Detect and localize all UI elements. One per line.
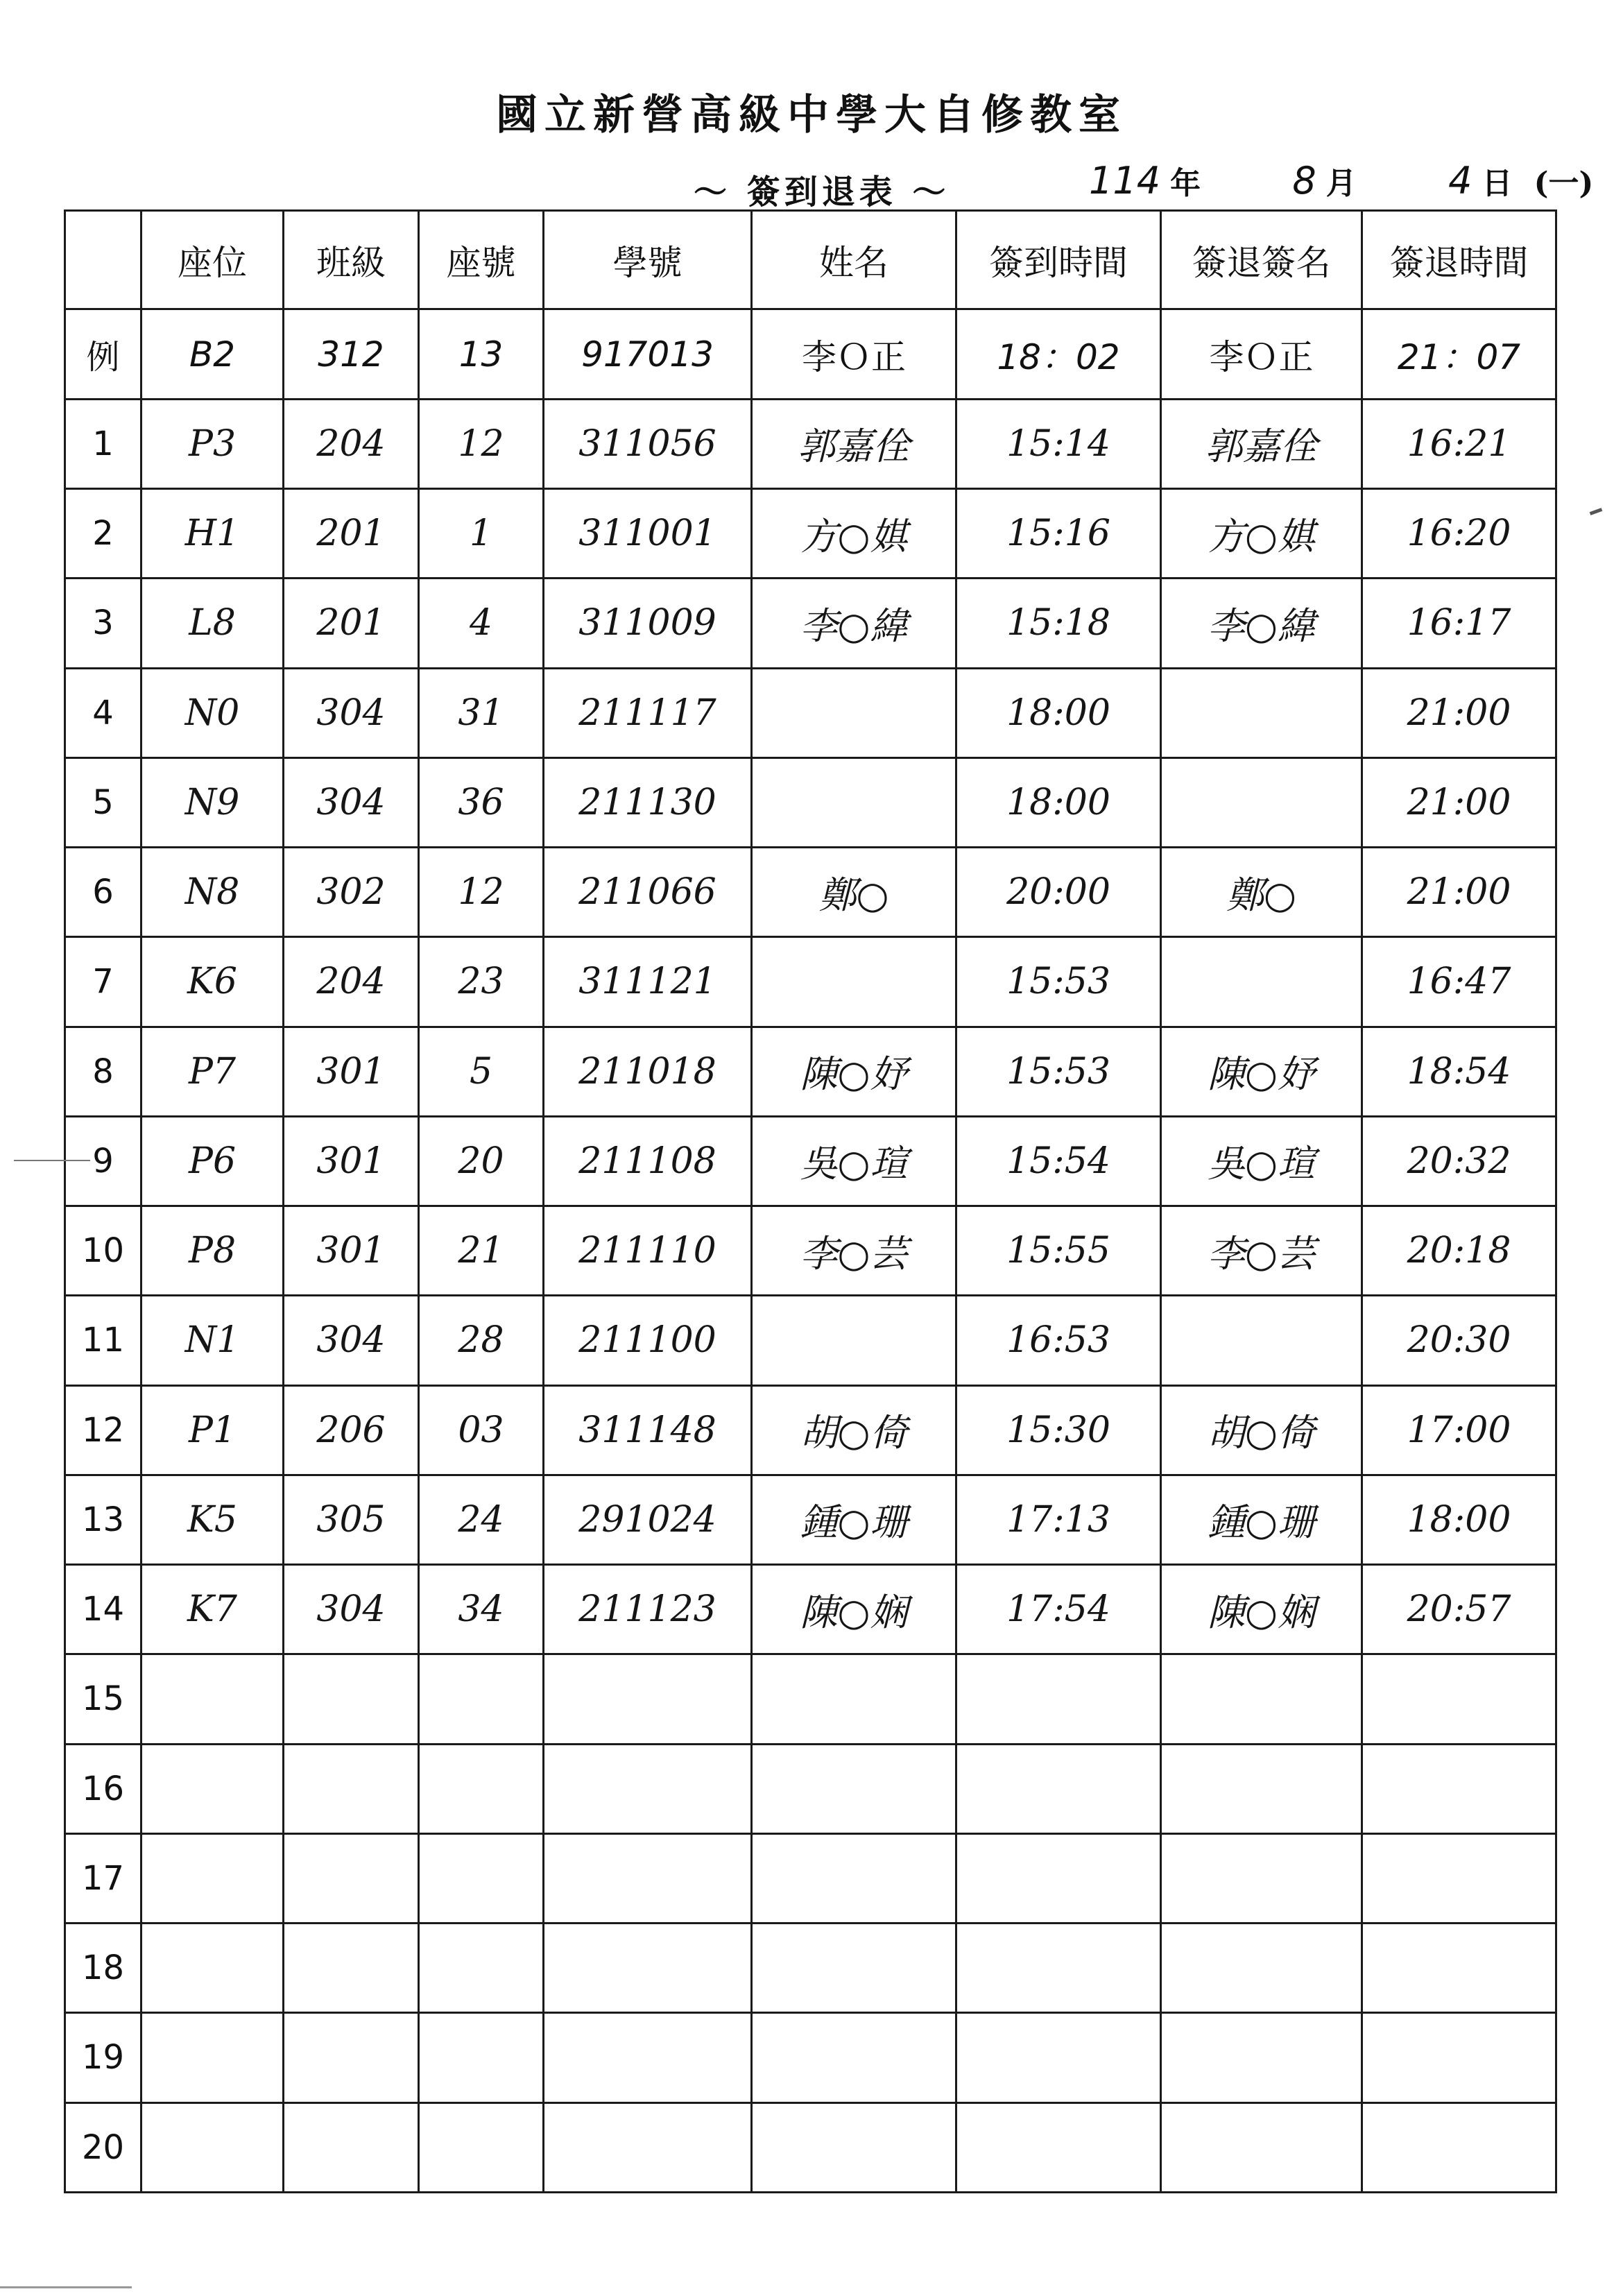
sign-in-time-cell: 15:53 — [956, 937, 1161, 1027]
col-header-sign-out-time: 簽退時間 — [1362, 211, 1556, 309]
example-student-id: 917013 — [544, 309, 752, 399]
class-cell: 304 — [284, 668, 419, 757]
student-id-cell: 211066 — [544, 848, 752, 937]
sign-out-name-cell — [1161, 668, 1362, 757]
seat-cell: H1 — [141, 489, 284, 579]
sign-in-time-cell — [956, 2013, 1161, 2102]
col-header-seat: 座位 — [141, 211, 284, 309]
sign-in-time-cell: 15:18 — [956, 579, 1161, 668]
seat-cell — [141, 2102, 284, 2193]
sign-out-time-cell: 20:18 — [1362, 1206, 1556, 1296]
class-cell: 204 — [284, 399, 419, 488]
sign-out-name-cell — [1161, 1744, 1362, 1833]
class-cell: 302 — [284, 848, 419, 937]
sign-in-time-cell — [956, 1744, 1161, 1833]
name-cell — [752, 1654, 956, 1744]
date-year-unit: 年 — [1170, 166, 1201, 201]
sign-out-name-cell: 陳○妤 — [1161, 1027, 1362, 1116]
row-number: 5 — [65, 757, 141, 847]
number-cell: 03 — [419, 1385, 544, 1475]
sign-out-time-cell: 18:54 — [1362, 1027, 1556, 1116]
sign-out-name-cell — [1161, 1924, 1362, 2013]
name-cell: 吳○瑄 — [752, 1116, 956, 1206]
seat-cell: K6 — [141, 937, 284, 1027]
sign-out-time-cell: 20:32 — [1362, 1116, 1556, 1206]
example-sign-out-name: 李Ｏ正 — [1161, 309, 1362, 399]
sign-out-name-cell — [1161, 937, 1362, 1027]
col-header-name: 姓名 — [752, 211, 956, 309]
name-cell: 李○芸 — [752, 1206, 956, 1296]
class-cell: 301 — [284, 1116, 419, 1206]
seat-cell: K7 — [141, 1565, 284, 1654]
table-row — [65, 1475, 1556, 1564]
sign-out-time-cell — [1362, 1924, 1556, 2013]
number-cell — [419, 1833, 544, 1923]
page-title: 國立新營高級中學大自修教室 — [496, 91, 1127, 139]
number-cell: 12 — [419, 848, 544, 937]
sign-out-time-cell — [1362, 1654, 1556, 1744]
sign-in-time-cell: 15:55 — [956, 1206, 1161, 1296]
student-id-cell — [544, 1654, 752, 1744]
row-number: 16 — [65, 1744, 141, 1833]
sign-in-time-cell — [956, 1654, 1161, 1744]
table-row — [65, 1296, 1556, 1385]
class-cell — [284, 1924, 419, 2013]
row-number: 9 — [65, 1116, 141, 1206]
sign-in-time-cell: 17:13 — [956, 1475, 1161, 1564]
row-number: 12 — [65, 1385, 141, 1475]
table-row — [65, 2013, 1556, 2102]
seat-cell: P7 — [141, 1027, 284, 1116]
sign-in-time-cell — [956, 1833, 1161, 1923]
student-id-cell: 211108 — [544, 1116, 752, 1206]
table-row — [65, 1116, 1556, 1206]
col-header-index — [65, 211, 141, 309]
sign-in-time-cell: 15:54 — [956, 1116, 1161, 1206]
number-cell: 1 — [419, 489, 544, 579]
student-id-cell: 211130 — [544, 757, 752, 847]
sign-out-time-cell: 16:20 — [1362, 489, 1556, 579]
seat-cell — [141, 1654, 284, 1744]
table-row — [65, 1833, 1556, 1923]
sign-in-time-cell: 18:00 — [956, 757, 1161, 847]
number-cell — [419, 2102, 544, 2193]
sign-out-time-cell: 16:17 — [1362, 579, 1556, 668]
sign-in-time-cell: 16:53 — [956, 1296, 1161, 1385]
date-weekday: (一) — [1534, 166, 1594, 201]
sign-out-time-cell: 20:30 — [1362, 1296, 1556, 1385]
class-cell — [284, 1654, 419, 1744]
seat-cell: P8 — [141, 1206, 284, 1296]
sign-out-time-cell — [1362, 1833, 1556, 1923]
col-header-sign-out-name: 簽退簽名 — [1161, 211, 1362, 309]
student-id-cell — [544, 1924, 752, 2013]
table-row — [65, 1027, 1556, 1116]
student-id-cell: 211117 — [544, 668, 752, 757]
sign-out-name-cell: 吳○瑄 — [1161, 1116, 1362, 1206]
row-number: 3 — [65, 579, 141, 668]
date-month: 8 — [1292, 159, 1316, 203]
seat-cell: P6 — [141, 1116, 284, 1206]
row-number: 20 — [65, 2102, 141, 2193]
name-cell — [752, 1744, 956, 1833]
sign-out-time-cell: 18:00 — [1362, 1475, 1556, 1564]
seat-cell: L8 — [141, 579, 284, 668]
sign-out-time-cell — [1362, 2102, 1556, 2193]
sign-out-time-cell: 21:00 — [1362, 668, 1556, 757]
sign-out-time-cell — [1362, 2013, 1556, 2102]
number-cell — [419, 1924, 544, 2013]
number-cell — [419, 2013, 544, 2102]
row-number: 18 — [65, 1924, 141, 2013]
number-cell: 5 — [419, 1027, 544, 1116]
row-number: 1 — [65, 399, 141, 488]
number-cell: 31 — [419, 668, 544, 757]
sign-in-time-cell: 17:54 — [956, 1565, 1161, 1654]
date-month-unit: 月 — [1325, 166, 1357, 201]
seat-cell — [141, 1833, 284, 1923]
class-cell — [284, 2013, 419, 2102]
number-cell: 4 — [419, 579, 544, 668]
seat-cell: P1 — [141, 1385, 284, 1475]
name-cell — [752, 757, 956, 847]
student-id-cell — [544, 1744, 752, 1833]
sign-out-time-cell — [1362, 1744, 1556, 1833]
seat-cell: N1 — [141, 1296, 284, 1385]
student-id-cell: 211123 — [544, 1565, 752, 1654]
class-cell: 305 — [284, 1475, 419, 1564]
student-id-cell: 311056 — [544, 399, 752, 488]
table-row — [65, 489, 1556, 579]
sign-out-name-cell — [1161, 2102, 1362, 2193]
row-number: 10 — [65, 1206, 141, 1296]
sign-out-name-cell: 郭嘉佺 — [1161, 399, 1362, 488]
bottom-rule — [0, 2286, 132, 2288]
example-seat: B2 — [141, 309, 284, 399]
date-day-unit: 日 — [1482, 166, 1513, 201]
sign-out-time-cell: 16:47 — [1362, 937, 1556, 1027]
table-row — [65, 937, 1556, 1027]
seat-cell: N9 — [141, 757, 284, 847]
sign-out-time-cell: 20:57 — [1362, 1565, 1556, 1654]
example-sign-in-time: 18：02 — [956, 309, 1161, 399]
student-id-cell: 211100 — [544, 1296, 752, 1385]
example-number: 13 — [419, 309, 544, 399]
sign-out-name-cell — [1161, 757, 1362, 847]
col-header-student-id: 學號 — [544, 211, 752, 309]
name-cell: 李○緯 — [752, 579, 956, 668]
col-header-sign-in-time: 簽到時間 — [956, 211, 1161, 309]
sign-out-time-cell: 17:00 — [1362, 1385, 1556, 1475]
name-cell — [752, 1833, 956, 1923]
class-cell: 301 — [284, 1027, 419, 1116]
name-cell: 胡○倚 — [752, 1385, 956, 1475]
table-row — [65, 399, 1556, 488]
row-number: 14 — [65, 1565, 141, 1654]
number-cell: 24 — [419, 1475, 544, 1564]
number-cell: 36 — [419, 757, 544, 847]
number-cell: 12 — [419, 399, 544, 488]
name-cell: 陳○娴 — [752, 1565, 956, 1654]
number-cell: 20 — [419, 1116, 544, 1206]
class-cell: 301 — [284, 1206, 419, 1296]
name-cell: 鍾○珊 — [752, 1475, 956, 1564]
class-cell — [284, 1833, 419, 1923]
number-cell: 34 — [419, 1565, 544, 1654]
name-cell — [752, 937, 956, 1027]
class-cell: 206 — [284, 1385, 419, 1475]
seat-cell — [141, 1744, 284, 1833]
number-cell — [419, 1744, 544, 1833]
example-sign-out-time: 21：07 — [1362, 309, 1556, 399]
form-subtitle: ～ 簽到退表 ～ — [694, 173, 950, 212]
student-id-cell — [544, 1833, 752, 1923]
name-cell: 方○娸 — [752, 489, 956, 579]
sign-out-time-cell: 21:00 — [1362, 757, 1556, 847]
sign-out-name-cell: 鄭○ — [1161, 848, 1362, 937]
student-id-cell: 311009 — [544, 579, 752, 668]
sign-in-time-cell: 15:30 — [956, 1385, 1161, 1475]
class-cell: 304 — [284, 1565, 419, 1654]
sign-in-time-cell: 15:16 — [956, 489, 1161, 579]
sign-in-time-cell — [956, 1924, 1161, 2013]
table-row — [65, 668, 1556, 757]
seat-cell: N0 — [141, 668, 284, 757]
sign-out-name-cell — [1161, 1654, 1362, 1744]
class-cell — [284, 1744, 419, 1833]
sign-out-time-cell: 21:00 — [1362, 848, 1556, 937]
row-number: 15 — [65, 1654, 141, 1744]
table-row — [65, 1385, 1556, 1475]
example-name: 李Ｏ正 — [752, 309, 956, 399]
student-id-cell — [544, 2102, 752, 2193]
form-date — [1089, 158, 1603, 203]
row-number: 4 — [65, 668, 141, 757]
number-cell — [419, 1654, 544, 1744]
name-cell: 郭嘉佺 — [752, 399, 956, 488]
name-cell: 陳○妤 — [752, 1027, 956, 1116]
student-id-cell: 311121 — [544, 937, 752, 1027]
name-cell — [752, 668, 956, 757]
date-year: 114 — [1089, 159, 1161, 203]
example-class: 312 — [284, 309, 419, 399]
class-cell: 304 — [284, 757, 419, 847]
sign-out-name-cell: 鍾○珊 — [1161, 1475, 1362, 1564]
student-id-cell: 291024 — [544, 1475, 752, 1564]
row-number: 17 — [65, 1833, 141, 1923]
row-number: 19 — [65, 2013, 141, 2102]
student-id-cell — [544, 2013, 752, 2102]
sign-out-name-cell: 李○緯 — [1161, 579, 1362, 668]
example-label: 例 — [65, 309, 141, 399]
table-row — [65, 757, 1556, 847]
student-id-cell: 311148 — [544, 1385, 752, 1475]
class-cell — [284, 2102, 419, 2193]
example-row — [65, 309, 1556, 399]
student-id-cell: 211018 — [544, 1027, 752, 1116]
margin-tick-mark — [1590, 508, 1603, 515]
table-row — [65, 1744, 1556, 1833]
table-row — [65, 2102, 1556, 2193]
name-cell — [752, 2102, 956, 2193]
sign-out-name-cell: 李○芸 — [1161, 1206, 1362, 1296]
sign-out-name-cell: 方○娸 — [1161, 489, 1362, 579]
class-cell: 201 — [284, 489, 419, 579]
sign-out-name-cell — [1161, 2013, 1362, 2102]
seat-cell — [141, 1924, 284, 2013]
number-cell: 23 — [419, 937, 544, 1027]
class-cell: 201 — [284, 579, 419, 668]
row-number: 13 — [65, 1475, 141, 1564]
sign-out-name-cell: 胡○倚 — [1161, 1385, 1362, 1475]
class-cell: 304 — [284, 1296, 419, 1385]
table-row — [65, 848, 1556, 937]
col-header-class: 班級 — [284, 211, 419, 309]
student-id-cell: 211110 — [544, 1206, 752, 1296]
seat-cell: K5 — [141, 1475, 284, 1564]
number-cell: 21 — [419, 1206, 544, 1296]
name-cell — [752, 2013, 956, 2102]
sign-in-time-cell: 15:14 — [956, 399, 1161, 488]
sign-in-time-cell: 15:53 — [956, 1027, 1161, 1116]
table-row — [65, 1565, 1556, 1654]
table-body — [65, 399, 1556, 2192]
table-row — [65, 579, 1556, 668]
date-day: 4 — [1448, 159, 1472, 203]
seat-cell: N8 — [141, 848, 284, 937]
table-row — [65, 1654, 1556, 1744]
sign-in-time-cell: 18:00 — [956, 668, 1161, 757]
col-header-number: 座號 — [419, 211, 544, 309]
sign-in-time-cell: 20:00 — [956, 848, 1161, 937]
row-number: 7 — [65, 937, 141, 1027]
seat-cell: P3 — [141, 399, 284, 488]
sign-out-name-cell — [1161, 1296, 1362, 1385]
sign-out-time-cell: 16:21 — [1362, 399, 1556, 488]
table-header-row — [65, 211, 1556, 309]
sign-in-table — [64, 209, 1557, 2193]
name-cell: 鄭○ — [752, 848, 956, 937]
row-number: 6 — [65, 848, 141, 937]
sign-out-name-cell — [1161, 1833, 1362, 1923]
student-id-cell: 311001 — [544, 489, 752, 579]
sign-out-name-cell: 陳○娴 — [1161, 1565, 1362, 1654]
name-cell — [752, 1924, 956, 2013]
seat-cell — [141, 2013, 284, 2102]
name-cell — [752, 1296, 956, 1385]
class-cell: 204 — [284, 937, 419, 1027]
table-row — [65, 1924, 1556, 2013]
margin-dash-line — [14, 1160, 90, 1161]
row-number: 2 — [65, 489, 141, 579]
row-number: 11 — [65, 1296, 141, 1385]
table-row — [65, 1206, 1556, 1296]
row-number: 8 — [65, 1027, 141, 1116]
sign-in-time-cell — [956, 2102, 1161, 2193]
number-cell: 28 — [419, 1296, 544, 1385]
